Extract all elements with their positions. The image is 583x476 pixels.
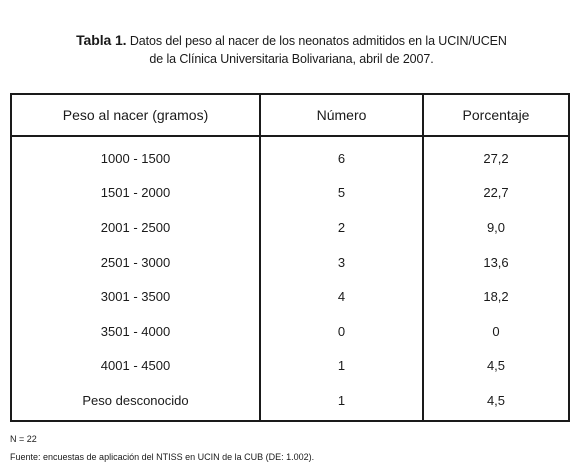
- cell-peso: 3001 - 3500: [100, 289, 171, 305]
- table-caption: [0, 31, 583, 68]
- header-porcentaje: Porcentaje: [422, 95, 568, 137]
- cell-porcentaje: 13,6: [483, 254, 509, 270]
- cell-numero: 4: [337, 289, 346, 305]
- header-numero: Número: [259, 95, 422, 137]
- column-peso: [12, 137, 259, 420]
- cell-numero: 2: [337, 219, 346, 235]
- caption-text-1: Datos del peso al nacer de los neonatos admitidos en la UCIN/UCEN: [129, 34, 507, 48]
- cell-porcentaje: 4,5: [486, 358, 506, 374]
- column-numero: [259, 137, 422, 420]
- cell-porcentaje: 27,2: [483, 150, 509, 166]
- cell-porcentaje: 22,7: [483, 185, 509, 201]
- data-table: [10, 93, 570, 422]
- cell-peso: 1000 - 1500: [100, 150, 171, 166]
- caption-text-2: de la Clínica Universitaria Bolivariana, abril de 2007.: [149, 52, 434, 66]
- column-porcentaje: [422, 137, 568, 420]
- cell-numero: 6: [337, 150, 346, 166]
- cell-peso: 3501 - 4000: [100, 323, 171, 339]
- cell-numero: 5: [337, 185, 346, 201]
- cell-numero: 1: [337, 358, 346, 374]
- cell-numero: 1: [337, 392, 346, 408]
- cell-numero: 0: [337, 323, 346, 339]
- cell-peso: 2501 - 3000: [100, 254, 171, 270]
- header-peso: Peso al nacer (gramos): [12, 95, 259, 137]
- note-source: Fuente: encuestas de aplicación del NTISS en UCIN de la CUB (DE: 1.002).: [10, 452, 315, 462]
- caption-label: Tabla 1.: [76, 32, 127, 48]
- cell-peso: 2001 - 2500: [100, 219, 171, 235]
- cell-porcentaje: 4,5: [486, 392, 506, 408]
- caption-line-1: [0, 31, 583, 50]
- cell-peso: 1501 - 2000: [100, 185, 171, 201]
- cell-peso: Peso desconocido: [82, 392, 189, 408]
- cell-peso: 4001 - 4500: [100, 358, 171, 374]
- note-n-total: N = 22: [10, 434, 37, 444]
- cell-numero: 3: [337, 254, 346, 270]
- cell-porcentaje: 0: [492, 323, 500, 339]
- cell-porcentaje: 9,0: [486, 219, 506, 235]
- cell-porcentaje: 18,2: [483, 289, 509, 305]
